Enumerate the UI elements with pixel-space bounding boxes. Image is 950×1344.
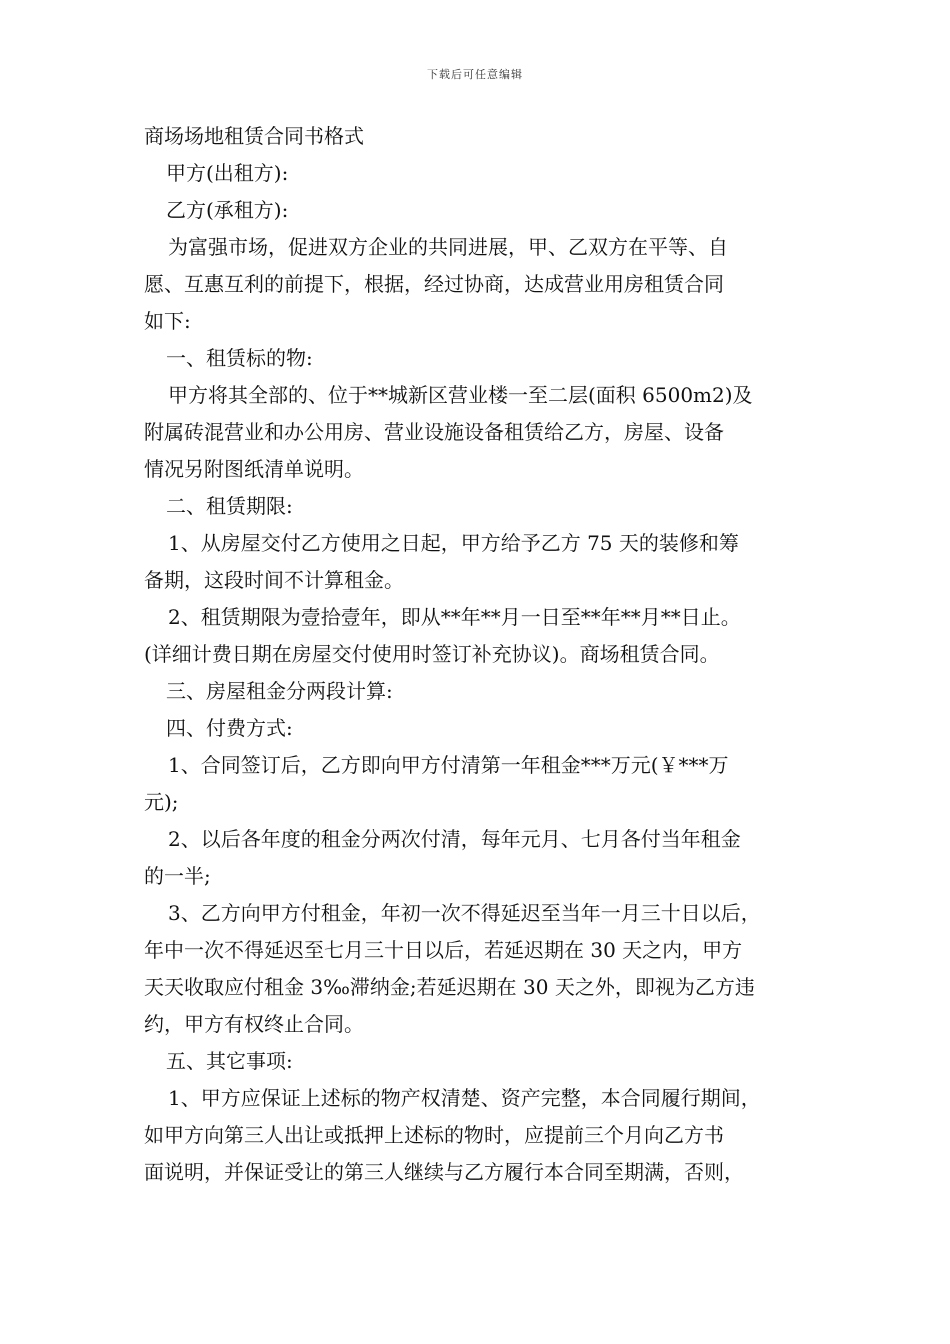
clause-line: 2、以后各年度的租金分两次付清，每年元月、七月各付当年租金 <box>168 827 741 851</box>
paragraph-line: 附属砖混营业和办公用房、营业设施设备租赁给乙方，房屋、设备 <box>144 420 724 444</box>
section-heading: 三、房屋租金分两段计算: <box>166 679 393 703</box>
party-b-line: 乙方(承租方): <box>166 198 289 222</box>
paragraph-line: 如下: <box>144 309 191 333</box>
party-a-line: 甲方(出租方): <box>166 161 289 185</box>
clause-line: 1、合同签订后，乙方即向甲方付清第一年租金***万元(￥***万 <box>168 753 729 777</box>
paragraph-line: 甲方将其全部的、位于**城新区营业楼一至二层(面积 6500m2)及 <box>168 383 753 407</box>
clause-line: (详细计费日期在房屋交付使用时签订补充协议)。商场租赁合同。 <box>144 642 720 666</box>
section-heading: 四、付费方式: <box>166 716 293 740</box>
paragraph-line: 情况另附图纸清单说明。 <box>144 457 364 481</box>
header-note: 下载后可任意编辑 <box>427 68 523 81</box>
clause-line: 元); <box>144 790 179 814</box>
clause-line: 3、乙方向甲方付租金，年初一次不得延迟至当年一月三十日以后， <box>168 901 761 925</box>
clause-line: 2、租赁期限为壹拾壹年，即从**年**月一日至**年**月**日止。 <box>168 605 741 629</box>
clause-line: 1、从房屋交付乙方使用之日起，甲方给予乙方 75 天的装修和筹 <box>168 531 739 555</box>
section-heading: 一、租赁标的物: <box>166 346 313 370</box>
clause-line: 1、甲方应保证上述标的物产权清楚、资产完整，本合同履行期间， <box>168 1086 761 1110</box>
clause-line: 面说明，并保证受让的第三人继续与乙方履行本合同至期满，否则， <box>144 1160 744 1184</box>
clause-line: 如甲方向第三人出让或抵押上述标的物时，应提前三个月向乙方书 <box>144 1123 724 1147</box>
paragraph-line: 愿、互惠互利的前提下，根据，经过协商，达成营业用房租赁合同 <box>144 272 724 296</box>
paragraph-line: 为富强市场，促进双方企业的共同进展，甲、乙双方在平等、自 <box>168 235 728 259</box>
clause-line: 年中一次不得延迟至七月三十日以后，若延迟期在 30 天之内，甲方 <box>144 938 743 962</box>
clause-line: 天天收取应付租金 3‰滞纳金;若延迟期在 30 天之外，即视为乙方违 <box>144 975 755 999</box>
section-heading: 二、租赁期限: <box>166 494 293 518</box>
clause-line: 备期，这段时间不计算租金。 <box>144 568 404 592</box>
document-title: 商场场地租赁合同书格式 <box>144 124 364 148</box>
document-body <box>144 118 808 1191</box>
clause-line: 的一半; <box>144 864 211 888</box>
section-heading: 五、其它事项: <box>166 1049 293 1073</box>
clause-line: 约，甲方有权终止合同。 <box>144 1012 364 1036</box>
